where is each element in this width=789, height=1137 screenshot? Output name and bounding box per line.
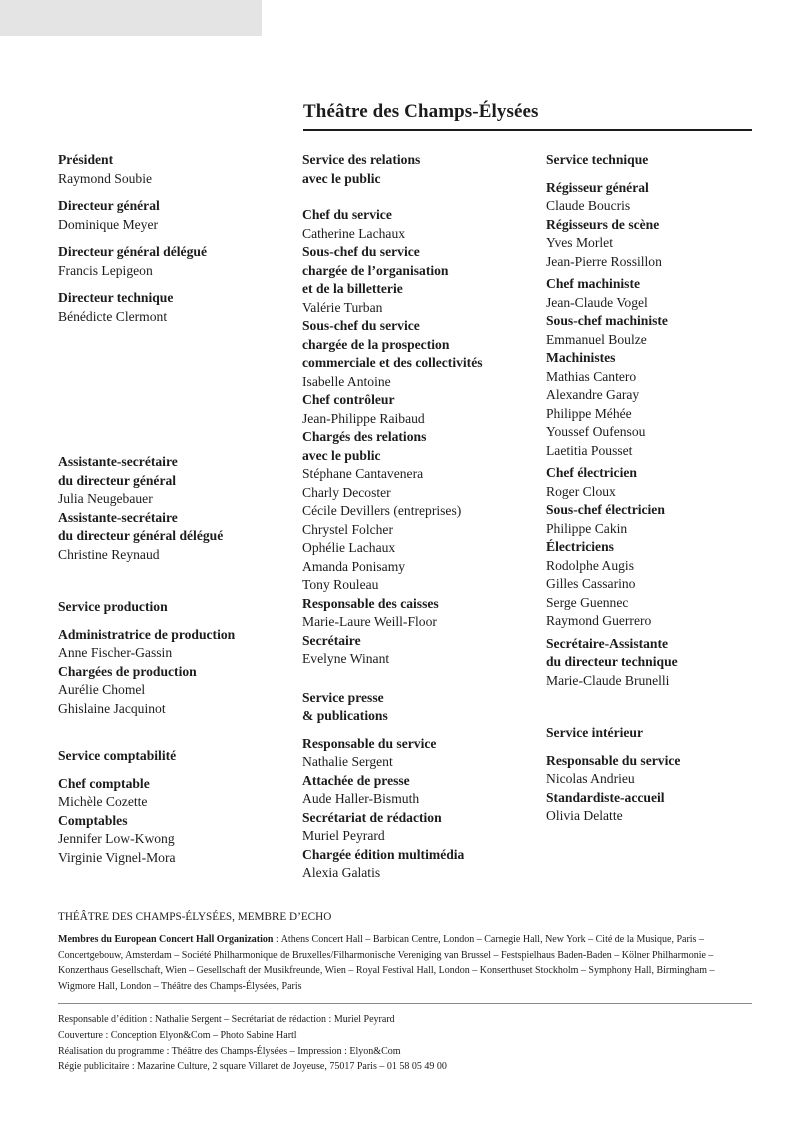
staff-name: Michèle Cozette — [58, 794, 148, 809]
staff-name: Laetitia Pousset — [546, 442, 633, 458]
staff-name: Ophélie Lachaux — [302, 540, 396, 555]
echo-members-text: : Athens Concert Hall – Barbican Centre, London – Carnegie Hall, New York – Cité de la Musique, Paris – Concertgebouw, Amsterdam – Société Philharmonique de Bruxelles/Filharmonische Vereniging van Brussel – Festspielhaus Baden-Baden – Kölner Philharmonie – Konzerthaus Gesellschaft, Wien – Gesellschaft der Musikfreunde, Wien – Royal Festival Hall, London – Konserthuset Stockholm – Symphony Hall, Birmingham – Wigmore Hall, London – Théâtre des Champs-Élysées, Paris — [58, 934, 715, 992]
staff-name: Jean-Pierre Rossillon — [546, 253, 662, 269]
staff-section — [58, 197, 288, 234]
role-heading: Assistante-secrétaire — [58, 509, 178, 525]
role-heading: Régisseurs de scène — [546, 216, 660, 232]
staff-section — [546, 752, 761, 826]
scan-corner-shade — [0, 0, 262, 36]
staff-section — [58, 626, 288, 719]
staff-section — [546, 635, 761, 691]
role-heading: & publications — [302, 708, 388, 723]
echo-label: Membres du European Concert Hall Organization — [58, 934, 274, 945]
staff-name: Raymond Guerrero — [546, 613, 652, 628]
staff-name: Isabelle Antoine — [302, 373, 391, 389]
role-heading: Responsable des caisses — [302, 595, 439, 611]
staff-name: Alexia Galatis — [302, 865, 381, 880]
staff-column-2 — [302, 151, 537, 883]
role-heading: Secrétaire — [302, 632, 361, 648]
staff-name: Muriel Peyrard — [302, 828, 385, 843]
role-heading: Régisseur général — [546, 179, 649, 195]
credit-line: Régie publicitaire : Mazarine Culture, 2 square Villaret de Joyeuse, 75017 Paris – 01 58 05 49 00 — [58, 1061, 447, 1073]
staff-name: Philippe Méhée — [546, 405, 632, 421]
credit-line: Couverture : Conception Elyon&Com – Photo Sabine Hartl — [58, 1029, 297, 1041]
role-heading: Sous-chef électricien — [546, 502, 665, 517]
staff-name: Claude Boucris — [546, 198, 631, 213]
role-heading: Chef machiniste — [546, 276, 641, 291]
role-heading: Sous-chef du service — [302, 318, 420, 333]
role-heading: et de la billetterie — [302, 281, 403, 296]
role-heading: chargée de l’organisation — [302, 262, 449, 278]
credit-line: Réalisation du programme : Théâtre des Champs-Élysées – Impression : Elyon&Com — [58, 1045, 401, 1057]
role-heading: Service des relations — [302, 152, 421, 167]
role-heading: avec le public — [302, 170, 381, 186]
staff-name: Stéphane Cantavenera — [302, 466, 424, 481]
role-heading: Directeur général délégué — [58, 244, 207, 259]
staff-name: Julia Neugebauer — [58, 491, 153, 506]
staff-name: Gilles Cassarino — [546, 576, 636, 591]
staff-name: Serge Guennec — [546, 594, 629, 610]
footer-separator — [58, 1003, 752, 1004]
role-heading: Responsable du service — [546, 752, 681, 768]
role-heading: Chef du service — [302, 207, 392, 222]
role-heading: Responsable du service — [302, 735, 437, 751]
staff-section — [58, 289, 288, 326]
staff-name: Tony Rouleau — [302, 577, 379, 592]
staff-section — [546, 151, 761, 170]
staff-name: Aude Haller-Bismuth — [302, 791, 420, 806]
role-heading: chargée de la prospection — [302, 336, 450, 352]
staff-section — [58, 151, 288, 188]
staff-section — [58, 747, 288, 766]
echo-title: THÉÂTRE DES CHAMPS-ÉLYSÉES, MEMBRE D’ECHO — [58, 911, 332, 923]
role-heading: Comptables — [58, 812, 128, 828]
title-rule — [303, 129, 752, 131]
role-heading: commerciale et des collectivités — [302, 355, 483, 370]
staff-name: Roger Cloux — [546, 483, 616, 499]
staff-section — [302, 735, 537, 883]
staff-section — [546, 464, 761, 631]
staff-name: Anne Fischer-Gassin — [58, 645, 173, 660]
staff-name: Ghislaine Jacquinot — [58, 700, 166, 716]
role-heading: Sous-chef du service — [302, 244, 420, 259]
role-heading: Président — [58, 152, 114, 167]
staff-name: Mathias Cantero — [546, 368, 637, 384]
staff-section — [58, 453, 288, 564]
role-heading: Administratrice de production — [58, 626, 236, 642]
role-heading: Chef contrôleur — [302, 392, 395, 407]
staff-name: Virginie Vignel-Mora — [58, 849, 176, 865]
credit-line: Responsable d’édition : Nathalie Sergent – Secrétariat de rédaction : Muriel Peyrard — [58, 1014, 395, 1025]
staff-name: Yves Morlet — [546, 235, 613, 250]
staff-section — [302, 689, 537, 726]
staff-name: Christine Reynaud — [58, 546, 160, 562]
role-heading: Assistante-secrétaire — [58, 454, 178, 469]
role-heading: Attachée de presse — [302, 772, 410, 788]
staff-name: Jean-Philippe Raibaud — [302, 410, 425, 426]
staff-section — [546, 179, 761, 272]
echo-members — [58, 932, 752, 994]
staff-name: Nicolas Andrieu — [546, 771, 635, 786]
role-heading: du directeur général — [58, 472, 177, 488]
role-heading: Service comptabilité — [58, 748, 177, 763]
staff-section — [546, 275, 761, 460]
role-heading: avec le public — [302, 447, 381, 463]
role-heading: Service production — [58, 599, 168, 614]
role-heading: Directeur général — [58, 198, 160, 213]
staff-name: Amanda Ponisamy — [302, 558, 406, 574]
role-heading: Électriciens — [546, 539, 614, 554]
staff-section — [546, 724, 761, 743]
role-heading: Service intérieur — [546, 725, 644, 740]
staff-name: Valérie Turban — [302, 299, 383, 315]
staff-name: Alexandre Garay — [546, 387, 640, 402]
role-heading: Secrétaire-Assistante — [546, 635, 669, 651]
staff-name: Youssef Oufensou — [546, 424, 646, 439]
staff-column-3 — [546, 151, 761, 826]
staff-name: Evelyne Winant — [302, 651, 390, 666]
staff-name: Emmanuel Boulze — [546, 331, 647, 347]
staff-name: Nathalie Sergent — [302, 754, 393, 769]
role-heading: du directeur général délégué — [58, 528, 224, 543]
staff-column-1 — [58, 151, 288, 867]
role-heading: Machinistes — [546, 350, 616, 365]
role-heading: Chargés des relations — [302, 429, 427, 444]
role-heading: Chef comptable — [58, 775, 150, 791]
staff-name: Chrystel Folcher — [302, 521, 393, 537]
staff-name: Olivia Delatte — [546, 808, 623, 823]
staff-name: Rodolphe Augis — [546, 557, 634, 573]
role-heading: Secrétariat de rédaction — [302, 809, 442, 825]
page-title: Théâtre des Champs-Élysées — [303, 101, 539, 122]
staff-section — [302, 151, 537, 188]
staff-name: Marie-Claude Brunelli — [546, 672, 670, 688]
staff-section — [58, 598, 288, 617]
staff-name: Francis Lepigeon — [58, 262, 153, 278]
staff-name: Cécile Devillers (entreprises) — [302, 503, 462, 518]
staff-name: Aurélie Chomel — [58, 682, 146, 697]
role-heading: Chargées de production — [58, 663, 197, 679]
staff-name: Jean-Claude Vogel — [546, 294, 648, 310]
staff-name: Marie-Laure Weill-Floor — [302, 614, 437, 629]
role-heading: Standardiste-accueil — [546, 789, 665, 805]
credits — [58, 1012, 752, 1075]
role-heading: Chargée édition multimédia — [302, 846, 465, 862]
role-heading: Service presse — [302, 689, 384, 705]
staff-name: Philippe Cakin — [546, 520, 628, 536]
role-heading: du directeur technique — [546, 654, 678, 669]
staff-name: Jennifer Low-Kwong — [58, 831, 175, 846]
staff-section — [58, 243, 288, 280]
role-heading: Chef électricien — [546, 465, 637, 480]
staff-name: Raymond Soubie — [58, 170, 153, 186]
role-heading: Sous-chef machiniste — [546, 313, 668, 328]
staff-name: Dominique Meyer — [58, 216, 159, 232]
staff-name: Catherine Lachaux — [302, 225, 406, 241]
staff-name: Charly Decoster — [302, 484, 391, 500]
role-heading: Directeur technique — [58, 290, 174, 305]
staff-section — [302, 206, 537, 669]
staff-section — [58, 775, 288, 868]
staff-name: Bénédicte Clermont — [58, 308, 168, 324]
role-heading: Service technique — [546, 152, 649, 167]
